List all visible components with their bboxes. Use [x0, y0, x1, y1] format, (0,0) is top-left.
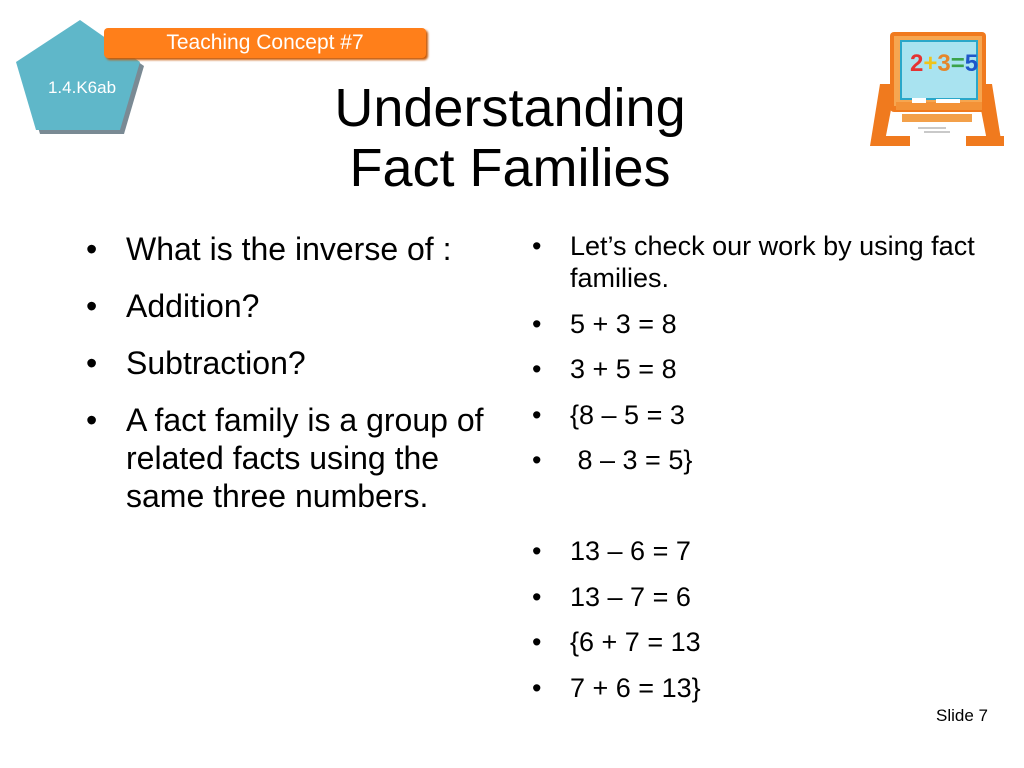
concept-tab: Teaching Concept #7	[104, 28, 426, 58]
bullet-icon: •	[532, 231, 542, 261]
list-item	[532, 308, 1002, 340]
list-item-text: Addition?	[126, 288, 260, 324]
list-item	[532, 535, 1002, 567]
bullet-icon: •	[532, 672, 542, 703]
bullet-icon: •	[86, 288, 98, 324]
list-item	[532, 230, 1002, 294]
list-item	[84, 230, 504, 268]
slide-title	[250, 78, 770, 198]
list-item-text: {8 – 5 = 3	[570, 399, 685, 430]
board-number-2: 3	[937, 50, 951, 77]
chalkboard-icon	[866, 24, 1006, 154]
list-item	[84, 344, 504, 382]
board-plus-sign: +	[923, 50, 938, 77]
list-item	[532, 672, 1002, 704]
list-item	[532, 353, 1002, 385]
bullet-icon: •	[532, 308, 542, 339]
list-item-text: 8 – 3 = 5}	[570, 445, 693, 475]
list-item-text: Let’s check our work by using fact families.	[570, 231, 975, 293]
bullet-icon: •	[86, 402, 98, 438]
list-item	[532, 399, 1002, 431]
bullet-icon: •	[532, 445, 542, 475]
list-item-text: Subtraction?	[126, 345, 306, 381]
list-item-text: 7 + 6 = 13}	[570, 672, 701, 703]
board-number-3: 5	[964, 50, 979, 77]
list-item-text: {6 + 7 = 13	[570, 627, 701, 657]
list-item	[84, 401, 504, 515]
bullet-icon: •	[532, 536, 542, 566]
list-item-text: A fact family is a group of related facts using the same three numbers.	[126, 402, 484, 514]
list-item-text: 3 + 5 = 8	[570, 354, 677, 384]
chalkboard-clipart	[866, 24, 1006, 154]
list-item-text: 13 – 7 = 6	[570, 581, 691, 612]
board-equals-sign: =	[950, 50, 965, 77]
bullet-icon: •	[86, 231, 98, 267]
title-line-1: Understanding	[334, 78, 686, 138]
bullet-icon: •	[532, 627, 542, 657]
list-item-text: 13 – 6 = 7	[570, 536, 691, 566]
list-item-text: What is the inverse of :	[126, 231, 452, 267]
list-item	[532, 444, 1002, 476]
slide-number: Slide 7	[936, 706, 988, 725]
list-item	[532, 626, 1002, 658]
bullet-icon: •	[86, 345, 98, 381]
bullet-icon: •	[532, 354, 542, 384]
list-spacer	[532, 490, 1002, 522]
objective-code: 1.4.K6ab	[47, 78, 117, 97]
right-bullet-list	[532, 230, 1002, 717]
board-number-1: 2	[910, 50, 924, 77]
list-item	[84, 287, 504, 325]
left-bullet-list	[84, 230, 504, 534]
title-line-2: Fact Families	[349, 138, 671, 198]
bullet-icon: •	[532, 581, 542, 612]
board-equation	[910, 50, 978, 78]
list-item-text: 5 + 3 = 8	[570, 308, 677, 339]
list-item	[532, 581, 1002, 613]
bullet-icon: •	[532, 399, 542, 430]
